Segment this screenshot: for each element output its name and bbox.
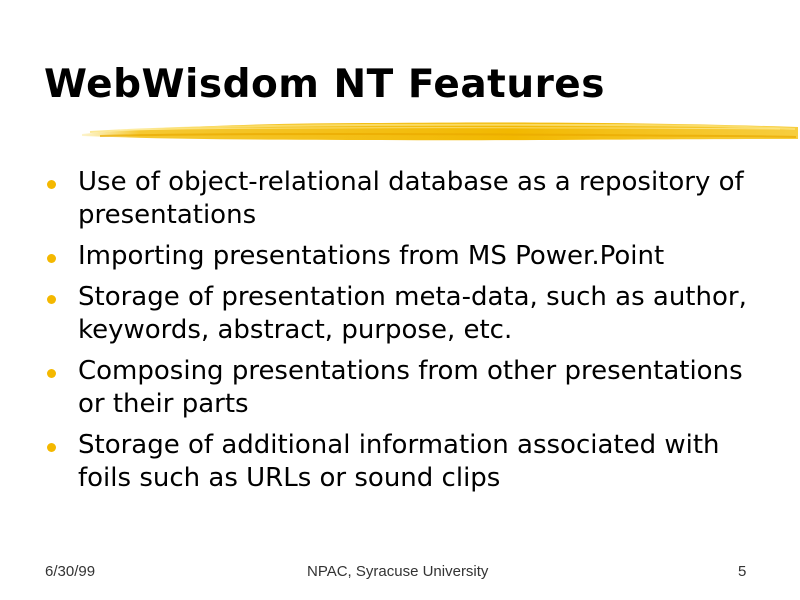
bullet-text: Storage of additional information associated with foils such as URLs or sound clips [78,430,720,493]
footer-date: 6/30/99 [45,563,96,580]
bullet-item [45,240,775,273]
bullet-dot [47,180,56,189]
bullet-dot [47,295,56,304]
bullet-text: Importing presentations from MS Power.Point [78,241,665,271]
title-underline-brushstroke [80,114,800,146]
bullet-dot [47,254,56,263]
bullet-dot [47,369,56,378]
bullet-item [45,429,775,495]
bullet-item [45,166,775,232]
bullet-text: Use of object-relational database as a repository of presentations [78,167,744,230]
bullet-text: Storage of presentation meta-data, such as author, keywords, abstract, purpose, etc. [78,282,747,345]
bullet-item [45,281,775,347]
bullet-dot [47,443,56,452]
bullet-text: Composing presentations from other presentations or their parts [78,356,743,419]
footer-page-number: 5 [738,563,747,580]
bullet-item [45,355,775,421]
slide-title: WebWisdom NT Features [44,62,605,107]
footer-organization: NPAC, Syracuse University [307,563,489,580]
bullet-list [45,166,775,503]
